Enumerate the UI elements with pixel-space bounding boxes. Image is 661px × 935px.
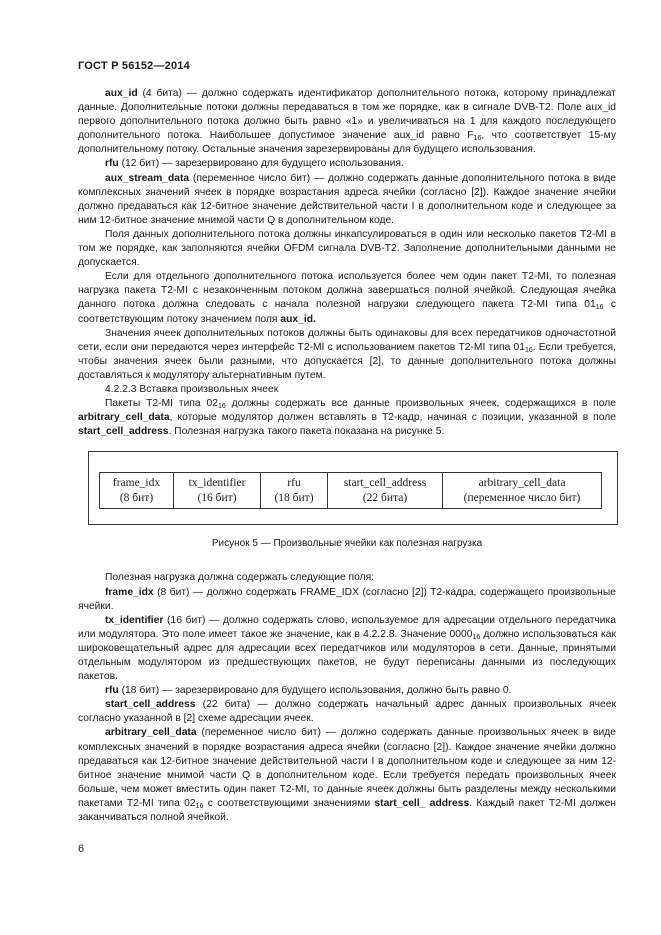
paragraph (78, 172, 616, 228)
text-run: . Полезная нагрузка такого пакета показана на рисунке 5. (168, 426, 445, 438)
field-term: rfu (105, 158, 119, 170)
field-term: arbitrary_cell_data (105, 727, 197, 739)
paragraph (78, 270, 616, 326)
text-run: должны содержать все данные произвольных ячеек, содержащихся в поле (225, 398, 616, 410)
field-name: frame_idx (112, 476, 161, 489)
field-name: tx_identifier (188, 476, 246, 489)
paragraph (78, 228, 616, 270)
field-term: arbitrary_cell_data (78, 412, 170, 424)
text-run: . Если требуется, чтобы значения ячеек были разными, что допускается [2], то данные дополнительного потока должны доставляться к модулятору альтернативным путем. (78, 341, 616, 381)
subscript: 16 (524, 346, 533, 354)
text-run: (переменное число бит) — должно содержать данные дополнительного потока в виде комплексных значений ячеек в порядке возрастания адреса ячейки (согласно [2]). Каждое значение ячейки должно предаваться как 12-битное значение действительной части I в дополнительном коде и следующее за ним 12-битное значение мнимой части Q в дополнительном коде. (78, 172, 616, 226)
field-term: start_cell_address (78, 426, 169, 438)
subscript: 16 (472, 633, 481, 641)
subscript: 16 (595, 304, 604, 312)
text-run: (16 бит) — должно содержать слово, используемое для адресации отдельного передатчика или модулятора. Это поле имеет такое же значение, как в 4.2.2.8. Значение 0000 (78, 614, 616, 640)
text-run: 4.2.2.3 Вставка произвольных ячеек (105, 383, 279, 395)
payload-structure-table (99, 472, 602, 509)
field-size: (22 бита) (362, 491, 408, 504)
text-run: Полезная нагрузка должна содержать следующие поля: (105, 572, 375, 584)
text-run: (переменное число бит) — должно содержать данные произвольных ячеек в виде комплексных значений в порядке возрастания адреса ячейки (согласно [2]). Каждое значение ячейки должно предаваться как 12-битное значение действительной части I в дополнительном коде и следующее за ним 12-битное значение мнимой части Q в дополнительном коде. Если требуется передать произвольных ячеек больше, чем может вместить один пакет T2-MI, то данные ячеек должны быть разделены между несколькими пакетами T2-MI типа 02 (78, 727, 616, 809)
text-run: (22 бита) — должно содержать начальный адрес данных произвольных ячеек согласно указанной в [2] схеме адресации ячеек. (78, 699, 616, 725)
field-name: rfu (287, 476, 301, 489)
page-number: 6 (78, 843, 85, 855)
paragraph (78, 87, 616, 157)
field-frame-idx (100, 473, 174, 509)
field-size: (8 бит) (119, 491, 154, 504)
field-term: frame_idx (105, 586, 154, 598)
text-run: , которые модулятор должен вставлять в T2-кадр, начиная с позиции, указанной в поле (169, 412, 616, 424)
field-name: arbitrary_cell_data (478, 476, 566, 489)
text-run: Поля данных дополнительного потока должны инкапсулироваться в один или несколько пакетов T2-MI в том же порядке, как заполняются ячейки OFDM сигнала DVB-T2. Заполнение дополнительными данными не допускается. (78, 228, 616, 269)
field-name: start_cell_address (343, 476, 427, 489)
text-run: . Каждый пакет T2-MI должен заканчиваться полной ячейкой. (78, 797, 616, 824)
paragraph (78, 397, 616, 439)
top-paragraphs (78, 87, 616, 439)
paragraph (78, 614, 616, 684)
text-run: Если для отдельного дополнительного потока используется более чем один пакет T2-MI, то полезная нагрузка пакета T2-MI с незаконченным потоком должна завершаться полной ячейкой. Следующая ячейка данного потока должна следовать с начала полезной нагрузки следующего пакета T2-MI типа 01 (78, 271, 616, 311)
paragraph (78, 698, 616, 726)
field-size: (18 бит) (274, 491, 314, 504)
text-run: Пакеты T2-MI типа 02 (105, 398, 218, 410)
field-term: start_cell_address (105, 699, 196, 711)
field-term: tx_identifier (105, 614, 164, 626)
field-term: rfu (105, 685, 119, 697)
text-run: (18 бит) — зарезервировано для будущего использования, должно быть равно 0. (118, 685, 512, 697)
paragraph (78, 571, 616, 585)
figure-caption: Рисунок 5 — Произвольные ячейки как полезная нагрузка (211, 538, 483, 550)
text-run: с соответствующим потоку значением поля (78, 299, 616, 325)
field-term: aux_id (105, 88, 138, 99)
document-body (78, 87, 616, 825)
text-run: Значения ячеек дополнительных потоков должны быть одинаковы для всех передатчиков одночастотной сети, если они передаются через интерфейс T2-MI с использованием пакетов T2-MI типа 01 (78, 327, 616, 353)
field-arbitrary-cell-data (443, 473, 602, 509)
paragraph (78, 684, 616, 698)
paragraph (78, 327, 616, 383)
subscript: 16 (473, 135, 482, 143)
text-run: , что соответствует 15-му дополнительному потоку. Остальные значения зарезервированы для будущего использования. (78, 130, 616, 156)
text-run: (4 бита) — должно содержать идентификатор дополнительного потока, которому принадлежат данные. Дополнительные потоки должны передаваться в том же порядке, как в сигнале DVB-T2. Поле aux_id первого дополнительного потока должно быть равно «1» и увеличиваться на 1 для каждого последующего дополнительного потока. Наибольшее допустимое значение aux_id равно F (78, 88, 616, 142)
text-run: (8 бит) — должно содержать FRAME_IDX (согласно [2]) T2-кадра, содержащего произвольные ячейки. (78, 586, 616, 612)
paragraph (78, 157, 616, 171)
paragraph (78, 586, 616, 614)
document-header: ГОСТ Р 56152—2014 (78, 60, 190, 72)
field-size: (16 бит) (197, 491, 237, 504)
field-rfu (261, 473, 328, 509)
field-size: (переменное число бит) (463, 491, 581, 504)
paragraph (78, 383, 616, 397)
field-term: aux_id. (280, 313, 316, 325)
subscript: 16 (217, 403, 226, 411)
field-tx-identifier (174, 473, 261, 509)
field-term: aux_stream_data (105, 172, 190, 184)
paragraph (78, 726, 616, 825)
subscript: 16 (195, 802, 204, 810)
field-start-cell-address (328, 473, 443, 509)
bottom-paragraphs (78, 571, 616, 825)
text-run: должно использоваться как широковещательный адрес для адресации всех передатчиков или модуляторов в сети. Данные, принятыми отдельным модулятором из предшествующих пакетов, не будут переписаны данными из последующих пакетов. (78, 628, 616, 683)
text-run: с соответствующими значениями (203, 797, 375, 809)
field-term: start_cell_ address (374, 797, 470, 809)
figure-5-frame (88, 451, 618, 525)
text-run: (12 бит) — зарезервировано для будущего использования. (118, 158, 404, 170)
